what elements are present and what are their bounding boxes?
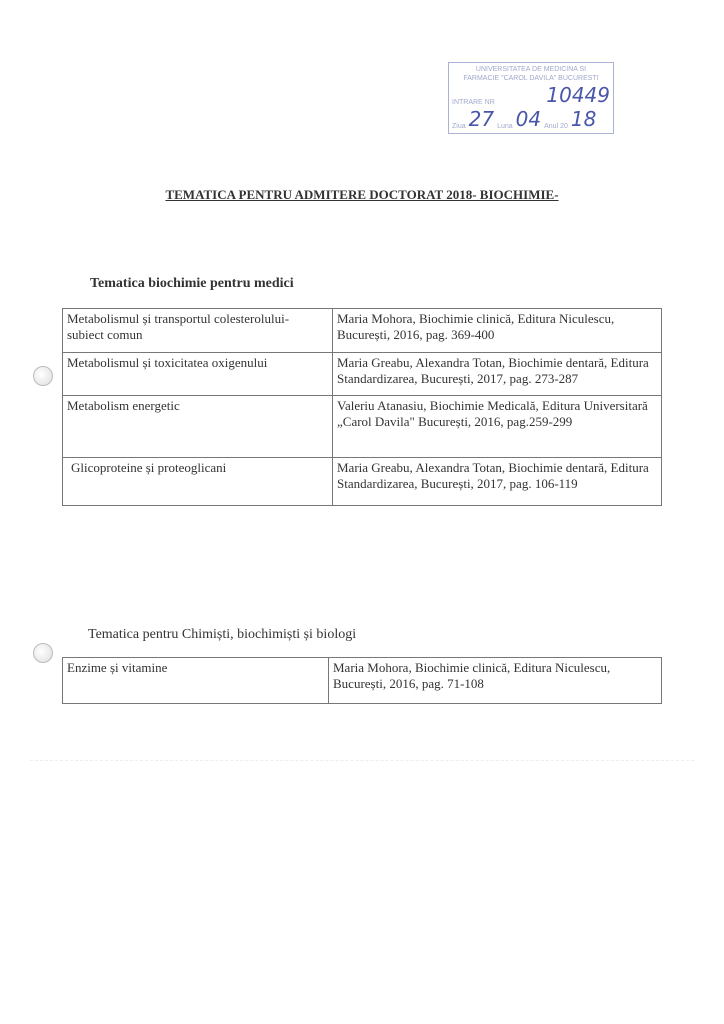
stamp-line-1: UNIVERSITATEA DE MEDICINA SI	[475, 66, 587, 73]
stamp-month: 04	[515, 107, 542, 131]
registration-stamp	[448, 62, 614, 134]
stamp-entry-number: 10449	[546, 83, 610, 107]
document-title: TEMATICA PENTRU ADMITERE DOCTORAT 2018- BIOCHIMIE-	[165, 187, 559, 202]
scan-artifact-divider	[30, 760, 694, 761]
punch-hole-icon	[33, 643, 53, 663]
table-row	[63, 353, 662, 396]
topic-cell: Metabolismul și toxicitatea oxigenului	[63, 353, 333, 396]
stamp-line-2: FARMACIE "CAROL DAVILA" BUCURESTI	[463, 75, 599, 82]
stamp-entry-label: INTRARE NR	[452, 99, 495, 106]
topic-cell: Enzime și vitamine	[63, 658, 329, 704]
stamp-day: 27	[468, 107, 495, 131]
stamp-day-label: Ziua	[452, 123, 466, 130]
table-row	[63, 396, 662, 458]
topic-cell: Metabolismul și transportul colesterolului- subiect comun	[63, 309, 333, 353]
section-heading-chimisti: Tematica pentru Chimiști, biochimiști și biologi	[88, 627, 357, 642]
reference-cell: Maria Greabu, Alexandra Totan, Biochimie dentară, Editura Standardizarea, București, 2017, pag. 106-119	[333, 458, 662, 506]
reference-cell: Maria Mohora, Biochimie clinică, Editura Niculescu, București, 2016, pag. 369-400	[333, 309, 662, 353]
stamp-year: 18	[570, 107, 597, 131]
section-heading-medici: Tematica biochimie pentru medici	[90, 276, 294, 291]
reference-cell: Valeriu Atanasiu, Biochimie Medicală, Editura Universitară „Carol Davila" București, 2016, pag.259-299	[333, 396, 662, 458]
topic-cell: Metabolism energetic	[63, 396, 333, 458]
reference-cell: Maria Greabu, Alexandra Totan, Biochimie dentară, Editura Standardizarea, București, 2017, pag. 273-287	[333, 353, 662, 396]
punch-hole-icon	[33, 366, 53, 386]
table-row	[63, 458, 662, 506]
stamp-month-label: Luna	[497, 123, 513, 130]
reference-cell: Maria Mohora, Biochimie clinică, Editura Niculescu, București, 2016, pag. 71-108	[329, 658, 662, 704]
topic-cell: Glicoproteine și proteoglicani	[63, 458, 333, 506]
table-row	[63, 309, 662, 353]
topics-table-medici	[62, 308, 662, 506]
stamp-year-label: Anul 20	[544, 123, 568, 130]
table-row	[63, 658, 662, 704]
topics-table-chimisti	[62, 657, 662, 704]
